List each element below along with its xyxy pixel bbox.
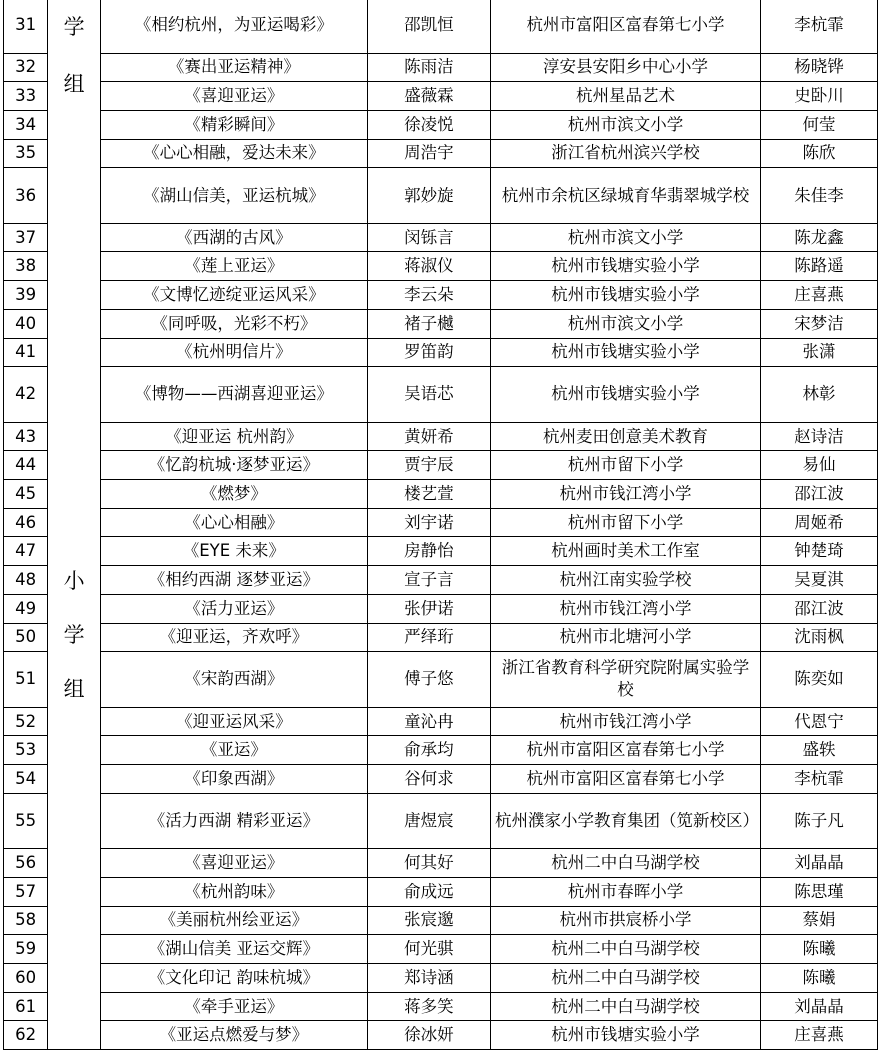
table-row — [4, 906, 878, 935]
school-cell: 杭州市拱宸桥小学 — [491, 906, 761, 935]
teacher-cell: 朱佳李 — [760, 168, 877, 224]
artwork-title-cell: 《心心相融，爱达未来》 — [100, 139, 367, 168]
teacher-cell: 陈曦 — [760, 935, 877, 964]
school-cell: 杭州麦田创意美术教育 — [491, 422, 761, 451]
teacher-cell: 易仙 — [760, 451, 877, 480]
teacher-cell: 史卧川 — [760, 82, 877, 111]
teacher-cell: 邵江波 — [760, 594, 877, 623]
student-name-cell: 徐凌悦 — [367, 110, 490, 139]
artwork-title-cell: 《美丽杭州绘亚运》 — [100, 906, 367, 935]
school-cell: 杭州市北塘河小学 — [491, 623, 761, 652]
student-name-cell: 李云朵 — [367, 281, 490, 310]
row-number-cell: 61 — [4, 992, 48, 1021]
table-row — [4, 53, 878, 82]
group-label-cell — [48, 566, 101, 1050]
table-row — [4, 877, 878, 906]
table-row — [4, 367, 878, 423]
artwork-title-cell: 《活力亚运》 — [100, 594, 367, 623]
row-number-cell: 47 — [4, 537, 48, 566]
row-number-cell: 59 — [4, 935, 48, 964]
student-name-cell: 陈雨洁 — [367, 53, 490, 82]
student-name-cell: 罗笛韵 — [367, 338, 490, 367]
group-label-char: 学 — [63, 622, 85, 647]
row-number-cell: 52 — [4, 707, 48, 736]
teacher-cell: 陈曦 — [760, 964, 877, 993]
school-cell: 杭州市春晖小学 — [491, 877, 761, 906]
row-number-cell: 41 — [4, 338, 48, 367]
teacher-cell: 沈雨枫 — [760, 623, 877, 652]
student-name-cell: 张宸邈 — [367, 906, 490, 935]
student-name-cell: 唐煜宸 — [367, 793, 490, 849]
table-row — [4, 707, 878, 736]
student-name-cell: 蒋多笑 — [367, 992, 490, 1021]
student-name-cell: 贾宇辰 — [367, 451, 490, 480]
artwork-title-cell: 《牵手亚运》 — [100, 992, 367, 1021]
school-cell: 杭州二中白马湖学校 — [491, 849, 761, 878]
student-name-cell: 吴语芯 — [367, 367, 490, 423]
table-row — [4, 935, 878, 964]
school-cell: 杭州江南实验学校 — [491, 566, 761, 595]
row-number-cell: 60 — [4, 964, 48, 993]
teacher-cell: 庄喜燕 — [760, 1021, 877, 1050]
table-row — [4, 652, 878, 708]
group-label-char: 学 — [63, 15, 85, 39]
teacher-cell: 庄喜燕 — [760, 281, 877, 310]
artwork-title-cell: 《相约杭州，为亚运喝彩》 — [100, 0, 367, 53]
student-name-cell: 盛薇霖 — [367, 82, 490, 111]
artwork-title-cell: 《亚运点燃爱与梦》 — [100, 1021, 367, 1050]
student-name-cell: 闵铄言 — [367, 223, 490, 252]
table-row — [4, 849, 878, 878]
student-name-cell: 房静怡 — [367, 537, 490, 566]
group-label-char: 组 — [63, 72, 85, 96]
table-body — [4, 0, 878, 1050]
school-cell: 杭州市留下小学 — [491, 508, 761, 537]
student-name-cell: 刘宇诺 — [367, 508, 490, 537]
row-number-cell: 35 — [4, 139, 48, 168]
teacher-cell: 陈子凡 — [760, 793, 877, 849]
row-number-cell: 39 — [4, 281, 48, 310]
group-label-char: 组 — [63, 676, 85, 701]
table-row — [4, 736, 878, 765]
row-number-cell: 40 — [4, 309, 48, 338]
table-row — [4, 537, 878, 566]
table-row — [4, 223, 878, 252]
artwork-title-cell: 《燃梦》 — [100, 480, 367, 509]
table-row — [4, 252, 878, 281]
teacher-cell: 周姬希 — [760, 508, 877, 537]
table-row — [4, 451, 878, 480]
school-cell: 杭州濮家小学教育集团（笕新校区） — [491, 793, 761, 849]
artwork-title-cell: 《EYE 未来》 — [100, 537, 367, 566]
row-number-cell: 32 — [4, 53, 48, 82]
artwork-title-cell: 《活力西湖 精彩亚运》 — [100, 793, 367, 849]
teacher-cell: 刘晶晶 — [760, 849, 877, 878]
artwork-title-cell: 《湖山信美，亚运杭城》 — [100, 168, 367, 224]
school-cell: 杭州二中白马湖学校 — [491, 935, 761, 964]
school-cell: 杭州星品艺术 — [491, 82, 761, 111]
artwork-title-cell: 《忆韵杭城·逐梦亚运》 — [100, 451, 367, 480]
school-cell: 杭州市滨文小学 — [491, 110, 761, 139]
student-name-cell: 何光骐 — [367, 935, 490, 964]
teacher-cell: 李杭霏 — [760, 0, 877, 53]
table-row — [4, 139, 878, 168]
school-cell: 杭州二中白马湖学校 — [491, 964, 761, 993]
teacher-cell: 吴夏淇 — [760, 566, 877, 595]
school-cell: 浙江省教育科学研究院附属实验学校 — [491, 652, 761, 708]
artwork-title-cell: 《赛出亚运精神》 — [100, 53, 367, 82]
student-name-cell: 童沁冉 — [367, 707, 490, 736]
artwork-title-cell: 《相约西湖 逐梦亚运》 — [100, 566, 367, 595]
row-number-cell: 56 — [4, 849, 48, 878]
school-cell: 杭州市滨文小学 — [491, 309, 761, 338]
artwork-title-cell: 《心心相融》 — [100, 508, 367, 537]
table-row — [4, 964, 878, 993]
artwork-title-cell: 《莲上亚运》 — [100, 252, 367, 281]
teacher-cell: 陈龙鑫 — [760, 223, 877, 252]
row-number-cell: 46 — [4, 508, 48, 537]
artwork-title-cell: 《文博忆迹绽亚运风采》 — [100, 281, 367, 310]
table-row — [4, 422, 878, 451]
student-name-cell: 严绎珩 — [367, 623, 490, 652]
school-cell: 杭州市钱江湾小学 — [491, 480, 761, 509]
school-cell: 浙江省杭州滨兴学校 — [491, 139, 761, 168]
teacher-cell: 邵江波 — [760, 480, 877, 509]
teacher-cell: 宋梦洁 — [760, 309, 877, 338]
teacher-cell: 代恩宁 — [760, 707, 877, 736]
group-label-cell — [48, 0, 101, 566]
artwork-title-cell: 《宋韵西湖》 — [100, 652, 367, 708]
row-number-cell: 44 — [4, 451, 48, 480]
school-cell: 淳安县安阳乡中心小学 — [491, 53, 761, 82]
row-number-cell: 57 — [4, 877, 48, 906]
student-name-cell: 楼艺萱 — [367, 480, 490, 509]
school-cell: 杭州画时美术工作室 — [491, 537, 761, 566]
table-row — [4, 168, 878, 224]
row-number-cell: 48 — [4, 566, 48, 595]
artwork-title-cell: 《亚运》 — [100, 736, 367, 765]
student-name-cell: 俞成远 — [367, 877, 490, 906]
student-name-cell: 宣子言 — [367, 566, 490, 595]
school-cell: 杭州市钱塘实验小学 — [491, 338, 761, 367]
student-name-cell: 何其好 — [367, 849, 490, 878]
row-number-cell: 42 — [4, 367, 48, 423]
row-number-cell: 55 — [4, 793, 48, 849]
row-number-cell: 50 — [4, 623, 48, 652]
award-list-table — [3, 0, 878, 1050]
table-row — [4, 765, 878, 794]
row-number-cell: 45 — [4, 480, 48, 509]
row-number-cell: 36 — [4, 168, 48, 224]
artwork-title-cell: 《博物——西湖喜迎亚运》 — [100, 367, 367, 423]
teacher-cell: 陈奕如 — [760, 652, 877, 708]
artwork-title-cell: 《印象西湖》 — [100, 765, 367, 794]
school-cell: 杭州市富阳区富春第七小学 — [491, 765, 761, 794]
row-number-cell: 31 — [4, 0, 48, 53]
row-number-cell: 49 — [4, 594, 48, 623]
artwork-title-cell: 《迎亚运，齐欢呼》 — [100, 623, 367, 652]
student-name-cell: 黄妍希 — [367, 422, 490, 451]
artwork-title-cell: 《杭州韵味》 — [100, 877, 367, 906]
artwork-title-cell: 《迎亚运 杭州韵》 — [100, 422, 367, 451]
row-number-cell: 38 — [4, 252, 48, 281]
school-cell: 杭州市留下小学 — [491, 451, 761, 480]
table-row — [4, 309, 878, 338]
row-number-cell: 58 — [4, 906, 48, 935]
row-number-cell: 33 — [4, 82, 48, 111]
student-name-cell: 谷何求 — [367, 765, 490, 794]
artwork-title-cell: 《迎亚运风采》 — [100, 707, 367, 736]
teacher-cell: 刘晶晶 — [760, 992, 877, 1021]
table-row — [4, 110, 878, 139]
teacher-cell: 赵诗洁 — [760, 422, 877, 451]
table-row — [4, 82, 878, 111]
teacher-cell: 钟楚琦 — [760, 537, 877, 566]
artwork-title-cell: 《喜迎亚运》 — [100, 849, 367, 878]
teacher-cell: 杨晓铧 — [760, 53, 877, 82]
teacher-cell: 陈路遥 — [760, 252, 877, 281]
teacher-cell: 陈欣 — [760, 139, 877, 168]
row-number-cell: 37 — [4, 223, 48, 252]
table-row — [4, 281, 878, 310]
table-row — [4, 566, 878, 595]
student-name-cell: 徐冰妍 — [367, 1021, 490, 1050]
artwork-title-cell: 《西湖的古风》 — [100, 223, 367, 252]
artwork-title-cell: 《精彩瞬间》 — [100, 110, 367, 139]
teacher-cell: 林彰 — [760, 367, 877, 423]
row-number-cell: 34 — [4, 110, 48, 139]
table-row — [4, 0, 878, 53]
student-name-cell: 郭妙旋 — [367, 168, 490, 224]
student-name-cell: 傅子悠 — [367, 652, 490, 708]
student-name-cell: 褚子樾 — [367, 309, 490, 338]
row-number-cell: 51 — [4, 652, 48, 708]
artwork-title-cell: 《湖山信美 亚运交辉》 — [100, 935, 367, 964]
artwork-title-cell: 《同呼吸，光彩不朽》 — [100, 309, 367, 338]
school-cell: 杭州市钱江湾小学 — [491, 707, 761, 736]
table-row — [4, 793, 878, 849]
artwork-title-cell: 《文化印记 韵味杭城》 — [100, 964, 367, 993]
school-cell: 杭州市钱塘实验小学 — [491, 281, 761, 310]
row-number-cell: 54 — [4, 765, 48, 794]
group-label-char: 小 — [63, 568, 85, 593]
teacher-cell: 陈思瑾 — [760, 877, 877, 906]
artwork-title-cell: 《杭州明信片》 — [100, 338, 367, 367]
table-row — [4, 594, 878, 623]
school-cell: 杭州市滨文小学 — [491, 223, 761, 252]
row-number-cell: 43 — [4, 422, 48, 451]
table-row — [4, 508, 878, 537]
school-cell: 杭州市钱江湾小学 — [491, 594, 761, 623]
table-row — [4, 480, 878, 509]
teacher-cell: 张潇 — [760, 338, 877, 367]
row-number-cell: 53 — [4, 736, 48, 765]
teacher-cell: 盛轶 — [760, 736, 877, 765]
school-cell: 杭州市钱塘实验小学 — [491, 1021, 761, 1050]
student-name-cell: 蒋淑仪 — [367, 252, 490, 281]
student-name-cell: 俞承均 — [367, 736, 490, 765]
school-cell: 杭州市富阳区富春第七小学 — [491, 0, 761, 53]
student-name-cell: 周浩宇 — [367, 139, 490, 168]
teacher-cell: 何莹 — [760, 110, 877, 139]
teacher-cell: 李杭霏 — [760, 765, 877, 794]
school-cell: 杭州市富阳区富春第七小学 — [491, 736, 761, 765]
student-name-cell: 邵凯恒 — [367, 0, 490, 53]
school-cell: 杭州市钱塘实验小学 — [491, 367, 761, 423]
student-name-cell: 郑诗涵 — [367, 964, 490, 993]
school-cell: 杭州二中白马湖学校 — [491, 992, 761, 1021]
row-number-cell: 62 — [4, 1021, 48, 1050]
artwork-title-cell: 《喜迎亚运》 — [100, 82, 367, 111]
table-row — [4, 1021, 878, 1050]
school-cell: 杭州市钱塘实验小学 — [491, 252, 761, 281]
school-cell: 杭州市余杭区绿城育华翡翠城学校 — [491, 168, 761, 224]
table-row — [4, 992, 878, 1021]
table-row — [4, 623, 878, 652]
student-name-cell: 张伊诺 — [367, 594, 490, 623]
teacher-cell: 蔡娟 — [760, 906, 877, 935]
table-row — [4, 338, 878, 367]
